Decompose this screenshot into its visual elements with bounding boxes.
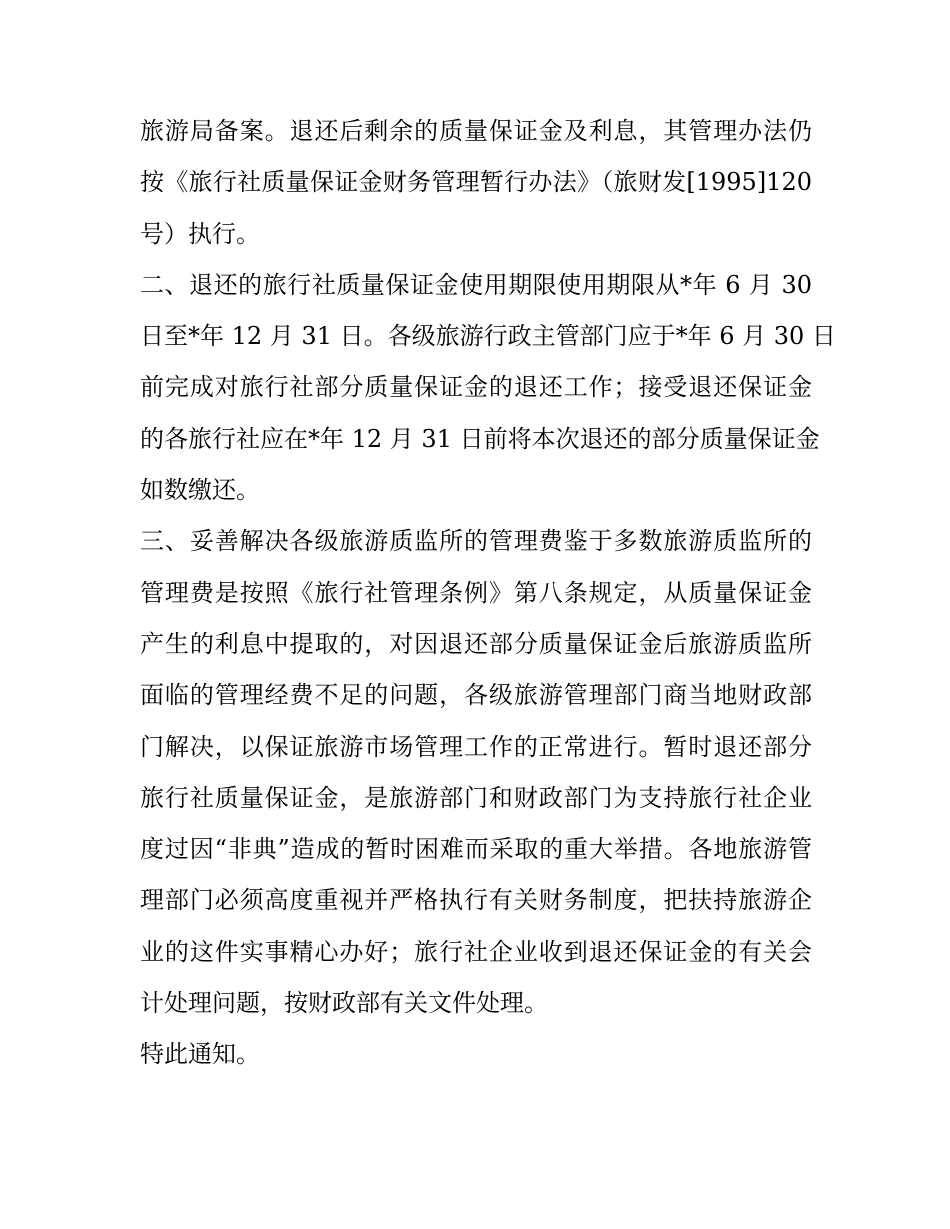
document-body <box>140 106 836 1081</box>
text-line: 三、妥善解决各级旅游质监所的管理费鉴于多数旅游质监所的 <box>140 527 812 556</box>
text-line: 的各旅行社应在*年 12 月 31 日前将本次退还的部分质量保证金 <box>140 424 820 453</box>
text-line: 计处理问题，按财政部有关文件处理。 <box>140 989 548 1018</box>
text-line: 日至*年 12 月 31 日。各级旅游行政主管部门应于*年 6 月 30 日 <box>140 322 836 351</box>
text-line: 特此通知。 <box>140 1040 260 1069</box>
text-line: 号）执行。 <box>140 219 260 248</box>
text-line: 按《旅行社质量保证金财务管理暂行办法》（旅财发[1995]120 <box>140 168 812 197</box>
text-line: 度过因“非典”造成的暂时困难而采取的重大举措。各地旅游管 <box>140 835 812 864</box>
text-line: 理部门必须高度重视并严格执行有关财务制度，把扶持旅游企 <box>140 886 812 915</box>
text-line: 二、退还的旅行社质量保证金使用期限使用期限从*年 6 月 30 <box>140 270 812 299</box>
text-line: 业的这件实事精心办好；旅行社企业收到退还保证金的有关会 <box>140 937 812 966</box>
text-line: 旅游局备案。退还后剩余的质量保证金及利息，其管理办法仍 <box>140 117 812 145</box>
text-line: 面临的管理经费不足的问题，各级旅游管理部门商当地财政部 <box>140 681 812 710</box>
text-line: 管理费是按照《旅行社管理条例》第八条规定，从质量保证金 <box>140 578 812 607</box>
text-line: 前完成对旅行社部分质量保证金的退还工作；接受退还保证金 <box>140 373 812 402</box>
text-line: 门解决，以保证旅游市场管理工作的正常进行。暂时退还部分 <box>140 732 812 761</box>
text-line: 旅行社质量保证金，是旅游部门和财政部门为支持旅行社企业 <box>140 783 812 812</box>
text-line: 如数缴还。 <box>140 476 260 505</box>
text-line: 产生的利息中提取的，对因退还部分质量保证金后旅游质监所 <box>140 629 812 658</box>
